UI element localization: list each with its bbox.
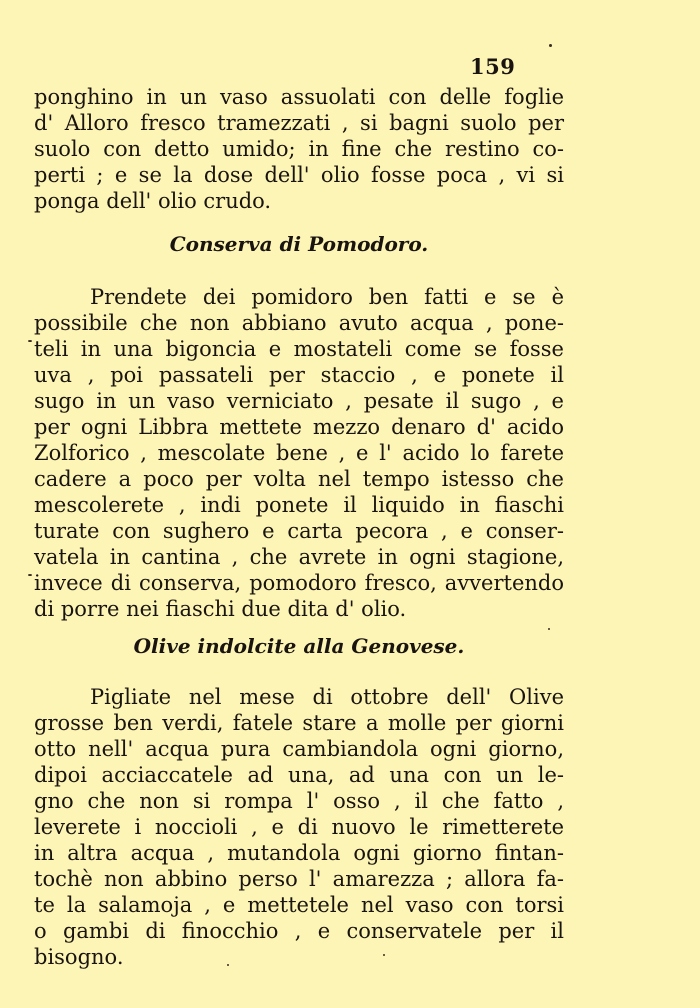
text-line: vatela in cantina , che avrete in ogni stagione,: [34, 545, 564, 569]
ink-speck: [549, 44, 552, 47]
text-line: d' Alloro fresco tramezzati , si bagni suolo per: [34, 111, 564, 135]
text-line: uva , poi passateli per staccio , e ponete il: [34, 363, 564, 387]
section-heading: Conserva di Pomodoro.: [169, 232, 429, 256]
text-line: possibile che non abbiano avuto acqua , pone-: [34, 311, 564, 335]
ink-speck: [383, 954, 385, 956]
text-line: Zolforico , mescolate bene , e l' acido lo farete: [34, 441, 564, 465]
text-line: grosse ben verdi, fatele stare a molle per giorni: [34, 711, 564, 735]
text-line: te la salamoja , e mettetele nel vaso con torsi: [34, 893, 564, 917]
text-line: tochè non abbino perso l' amarezza ; allora fa-: [34, 867, 564, 891]
text-line: invece di conserva, pomodoro fresco, avvertendo: [34, 571, 564, 595]
recipe-paragraph-conserva: [34, 284, 564, 622]
text-line: teli in una bigoncia e mostateli come se fosse: [34, 337, 564, 361]
text-line: otto nell' acqua pura cambiandola ogni giorno,: [34, 737, 564, 761]
continuation-paragraph: [34, 84, 564, 214]
text-line: mescolerete , indi ponete il liquido in fiaschi: [34, 493, 564, 517]
text-line: dipoi acciaccatele ad una, ad una con un le-: [34, 763, 564, 787]
text-line: ponga dell' olio crudo.: [34, 189, 272, 213]
ink-speck: [227, 964, 229, 966]
text-line: perti ; e se la dose dell' olio fosse poca , vi si: [34, 163, 564, 187]
text-line: di porre nei fiaschi due dita d' olio.: [34, 597, 407, 621]
text-line: turate con sughero e carta pecora , e conser-: [34, 519, 564, 543]
text-line: bisogno.: [34, 945, 124, 969]
text-line: gno che non si rompa l' osso , il che fatto ,: [34, 789, 564, 813]
text-line: in altra acqua , mutandola ogni giorno fintan-: [34, 841, 564, 865]
page-number: 159: [470, 54, 516, 79]
text-line: Pigliate nel mese di ottobre dell' Olive: [90, 685, 564, 709]
ink-speck: [28, 340, 32, 342]
text-line: per ogni Libbra mettete mezzo denaro d' acido: [34, 415, 564, 439]
text-line: o gambi di finocchio , e conservatele per il: [34, 919, 564, 943]
recipe-heading-olive: [34, 634, 564, 658]
text-line: Prendete dei pomidoro ben fatti e se è: [90, 285, 564, 309]
text-line: sugo in un vaso verniciato , pesate il sugo , e: [34, 389, 564, 413]
text-line: cadere a poco per volta nel tempo istesso che: [34, 467, 564, 491]
text-line: leverete i noccioli , e di nuovo le rimetterete: [34, 815, 564, 839]
section-heading: Olive indolcite alla Genovese.: [133, 634, 465, 658]
ink-speck: [548, 628, 550, 630]
recipe-paragraph-olive: [34, 684, 564, 970]
ink-speck: [28, 574, 32, 576]
text-line: ponghino in un vaso assuolati con delle foglie: [34, 85, 564, 109]
text-line: suolo con detto umido; in fine che restino co-: [34, 137, 564, 161]
recipe-heading-conserva: [34, 232, 564, 256]
